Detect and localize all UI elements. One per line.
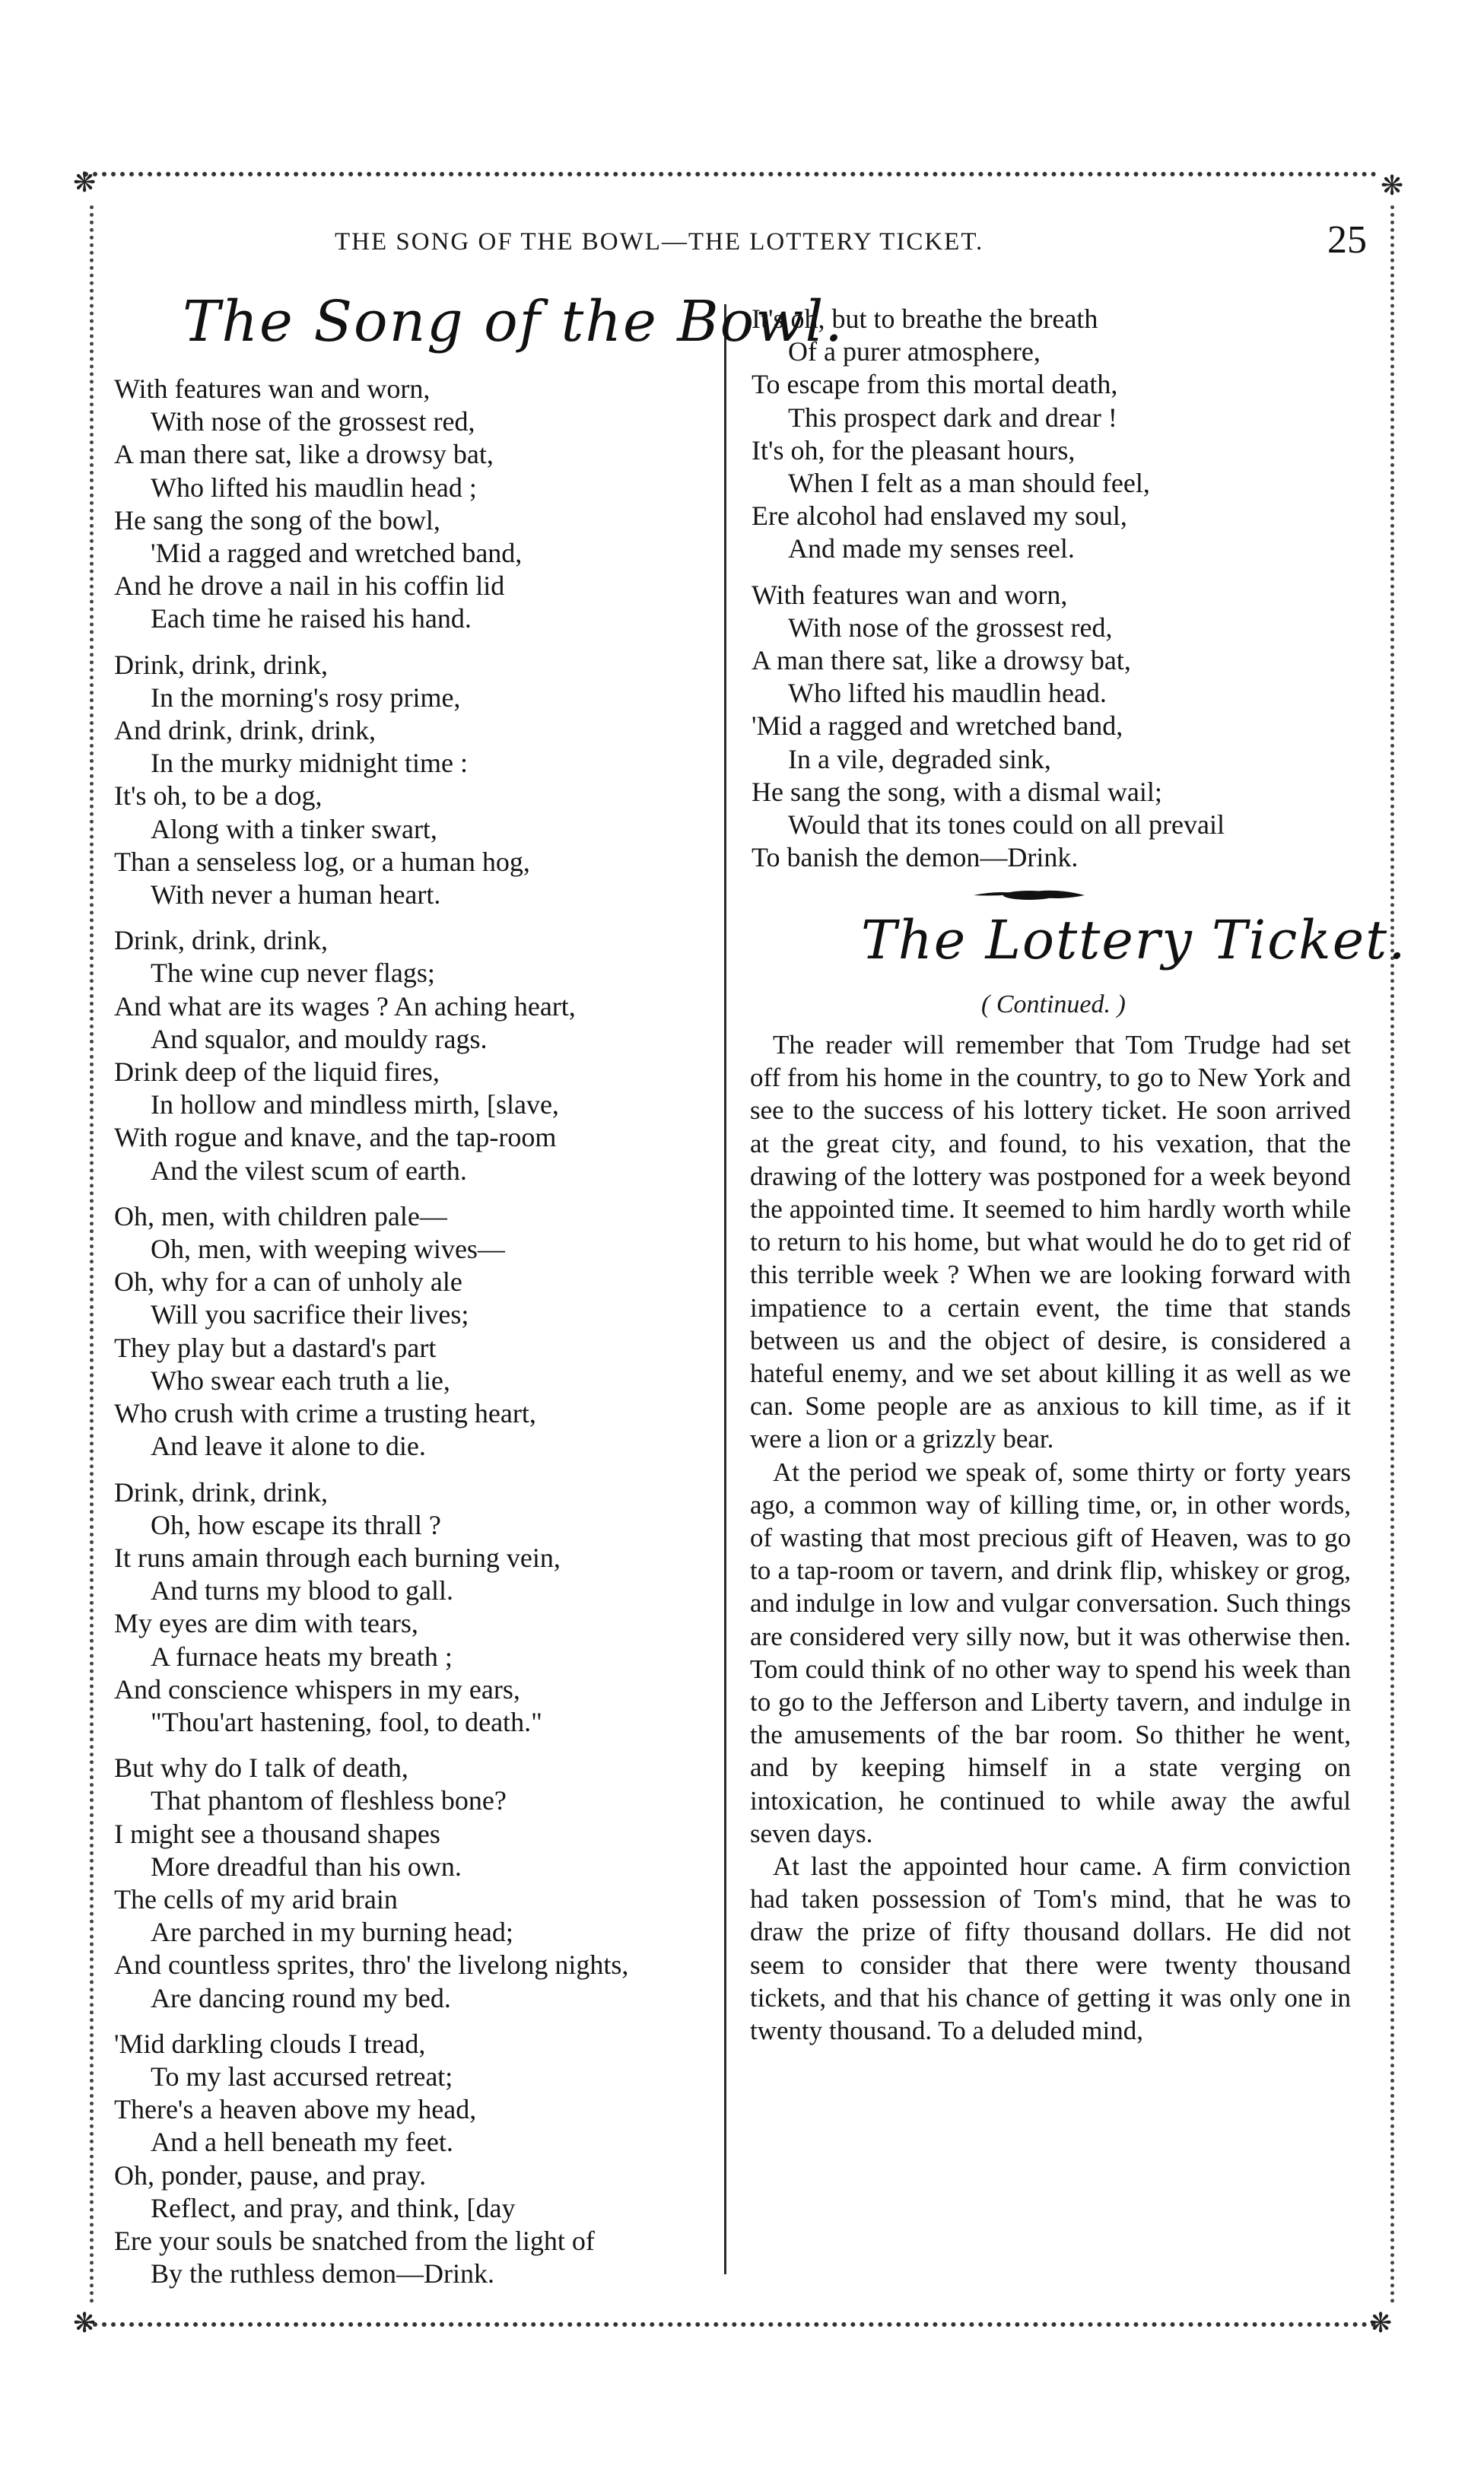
poem-line: Would that its tones could on all prevail — [788, 809, 1225, 840]
poem-line: It's oh, for the pleasant hours, — [752, 434, 1076, 466]
stanza — [114, 373, 723, 636]
lottery-title: The Lottery Ticket. — [861, 909, 1407, 971]
poem-line: Than a senseless log, or a human hog, — [114, 846, 530, 877]
poem-line: In the morning's rosy prime, — [151, 682, 461, 713]
poem-line: "Thou'art hastening, fool, to death." — [151, 1706, 542, 1737]
stanza — [752, 579, 1360, 875]
poem-line: It runs amain through each burning vein, — [114, 1542, 561, 1573]
poem-line: This prospect dark and drear ! — [788, 402, 1117, 433]
poem-line: Who lifted his maudlin head. — [788, 678, 1107, 709]
poem-line: But why do I talk of death, — [114, 1752, 408, 1784]
poem-line: In the murky midnight time : — [151, 748, 468, 779]
poem-line: The wine cup never flags; — [151, 958, 435, 989]
stanza — [114, 924, 723, 1187]
poem-line: In hollow and mindless mirth, [slave, — [151, 1089, 559, 1120]
lottery-story-text — [750, 1028, 1351, 2047]
poem-line: 'Mid darkling clouds I tread, — [114, 2028, 426, 2059]
poem-line: Of a purer atmosphere, — [788, 336, 1041, 367]
poem-line: And squalor, and mouldy rags. — [151, 1023, 488, 1054]
poem-line: More dreadful than his own. — [151, 1851, 462, 1882]
story-paragraph: The reader will remember that Tom Trudge had set off from his home in the country, to go to New York and see to the success of his lottery ticket. He soon arrived at the great city, and found, to his vexation, that the drawing of the lottery was postponed for a week beyond the appointed time. It seemed to him hardly worth while to return to his home, but what would he do to get rid of this terrible week ? When we are looking forward with impatience to a certain event, the time that stands between us and the object of desire, is considered a hateful enemy, and we set about killing it as well as we can. Some people are as anxious to kill time, as if it were a lion or a grizzly bear. — [750, 1030, 1351, 1454]
poem-line: A man there sat, like a drowsy bat, — [752, 645, 1131, 676]
stanza — [114, 1476, 723, 1740]
bottom-ornamental-border — [84, 2322, 1377, 2327]
poem-line: And he drove a nail in his coffin lid — [114, 570, 505, 602]
poem-line: With never a human heart. — [151, 879, 441, 910]
poem-line: 'Mid a ragged and wretched band, — [151, 538, 523, 569]
poem-line: Who swear each truth a lie, — [151, 1365, 450, 1396]
poem-line: Reflect, and pray, and think, [day — [151, 2192, 516, 2223]
poem-line: And leave it alone to die. — [151, 1431, 426, 1462]
flourish-separator-icon — [972, 886, 1086, 904]
poem-line: When I felt as a man should feel, — [788, 468, 1150, 499]
poem-line: And what are its wages ? An aching heart, — [114, 990, 576, 1022]
running-head: THE SONG OF THE BOWL—THE LOTTERY TICKET. — [335, 228, 984, 256]
poem-line: Will you sacrifice their lives; — [151, 1299, 469, 1330]
poem-line: Oh, how escape its thrall ? — [151, 1509, 441, 1540]
poem-line: Oh, why for a can of unholy ale — [114, 1266, 462, 1298]
poem-line: Who crush with crime a trusting heart, — [114, 1398, 536, 1429]
poem-line: And the vilest scum of earth. — [151, 1155, 467, 1186]
poem-line: And a hell beneath my feet. — [151, 2127, 453, 2158]
stanza — [114, 2028, 723, 2291]
stanza — [114, 649, 723, 912]
story-paragraph: At the period we speak of, some thirty or forty years ago, a common way of killing time, or, in other words, of wasting that most precious gift of Heaven, was to go to a tap-room or tavern, and drink flip, whiskey or grog, and indulge in low and vulgar conversation. Such things are considered very silly now, but it was otherwise then. Tom could think of no other way to spend his week than to go to the Jefferson and Liberty tavern, and indulge in the amusements of the bar room. So thither he went, and by keeping himself in a state verging on intoxication, he continued to while away the awful seven days. — [750, 1457, 1351, 1848]
song-title: The Song of the Bowl. — [183, 289, 844, 354]
poem-line: To escape from this mortal death, — [752, 369, 1118, 400]
poem-line: By the ruthless demon—Drink. — [151, 2258, 494, 2289]
poem-line: Ere alcohol had enslaved my soul, — [752, 500, 1127, 532]
poem-line: Each time he raised his hand. — [151, 603, 472, 634]
poem-line: And drink, drink, drink, — [114, 715, 376, 746]
poem-line: That phantom of fleshless bone? — [151, 1785, 507, 1816]
poem-line: With nose of the grossest red, — [788, 612, 1113, 643]
stanza — [114, 1200, 723, 1463]
poem-line: The cells of my arid brain — [114, 1883, 398, 1915]
poem-line: Drink, drink, drink, — [114, 1476, 328, 1508]
poem-line: With nose of the grossest red, — [151, 406, 475, 437]
poem-line: And made my senses reel. — [788, 533, 1075, 564]
page-number: 25 — [1327, 218, 1367, 262]
poem-line: Oh, ponder, pause, and pray. — [114, 2159, 427, 2191]
poem-line: In a vile, degraded sink, — [788, 743, 1051, 774]
poem-line: And turns my blood to gall. — [151, 1575, 453, 1606]
poem-line: Along with a tinker swart, — [151, 813, 437, 844]
poem-line: A man there sat, like a drowsy bat, — [114, 439, 494, 470]
stanza — [114, 1752, 723, 2015]
corner-ornament-icon: ❋ — [1381, 170, 1404, 201]
poem-line: To my last accursed retreat; — [151, 2061, 453, 2092]
poem-line: And countless sprites, thro' the livelong nights, — [114, 1949, 629, 1981]
poem-line: A furnace heats my breath ; — [151, 1641, 453, 1672]
column-divider — [724, 304, 726, 2274]
poem-line: There's a heaven above my head, — [114, 2094, 477, 2125]
stanza — [752, 303, 1360, 566]
poem-line: 'Mid a ragged and wretched band, — [752, 710, 1123, 742]
poem-line: With features wan and worn, — [752, 579, 1068, 610]
poem-line: I might see a thousand shapes — [114, 1818, 440, 1849]
poem-line: Drink deep of the liquid fires, — [114, 1057, 440, 1088]
poem-line: It's oh, to be a dog, — [114, 780, 323, 812]
poem-line: Drink, drink, drink, — [114, 649, 328, 680]
poem-line: He sang the song, with a dismal wail; — [752, 776, 1162, 807]
poem-line: Are parched in my burning head; — [151, 1917, 513, 1948]
poem-line: He sang the song of the bowl, — [114, 504, 440, 535]
left-ornamental-border — [90, 205, 94, 2305]
poem-line: Oh, men, with children pale— — [114, 1200, 447, 1231]
lottery-subtitle: ( Continued. ) — [981, 990, 1126, 1018]
poem-line: With features wan and worn, — [114, 373, 431, 404]
poem-line: Who lifted his maudlin head ; — [151, 472, 477, 503]
poem-line: Oh, men, with weeping wives— — [151, 1234, 505, 1265]
poem-line: They play but a dastard's part — [114, 1332, 437, 1363]
right-ornamental-border — [1390, 205, 1394, 2305]
poem-right-column — [752, 303, 1360, 887]
poem-line: Are dancing round my bed. — [151, 1982, 451, 2013]
poem-line: And conscience whispers in my ears, — [114, 1673, 520, 1705]
poem-left-column — [114, 373, 723, 2303]
poem-line: To banish the demon—Drink. — [752, 842, 1079, 873]
poem-line: With rogue and knave, and the tap-room — [114, 1122, 557, 1153]
corner-ornament-icon: ❋ — [1369, 2308, 1393, 2338]
poem-line: It's oh, but to breathe the breath — [752, 303, 1098, 334]
top-ornamental-border — [84, 172, 1377, 176]
poem-line: Drink, drink, drink, — [114, 925, 328, 956]
poem-line: Ere your souls be snatched from the light of — [114, 2225, 595, 2256]
corner-ornament-icon: ❋ — [73, 2308, 97, 2338]
poem-line: My eyes are dim with tears, — [114, 1608, 418, 1639]
corner-ornament-icon: ❋ — [73, 167, 97, 198]
story-paragraph: At last the appointed hour came. A firm conviction had taken possession of Tom's mind, that he was to draw the prize of fifty thousand dollars. He did not seem to consider that there were twenty thousand tickets, and that his chance of getting it was only one in twenty thousand. To a deluded mind, — [750, 1851, 1351, 2046]
